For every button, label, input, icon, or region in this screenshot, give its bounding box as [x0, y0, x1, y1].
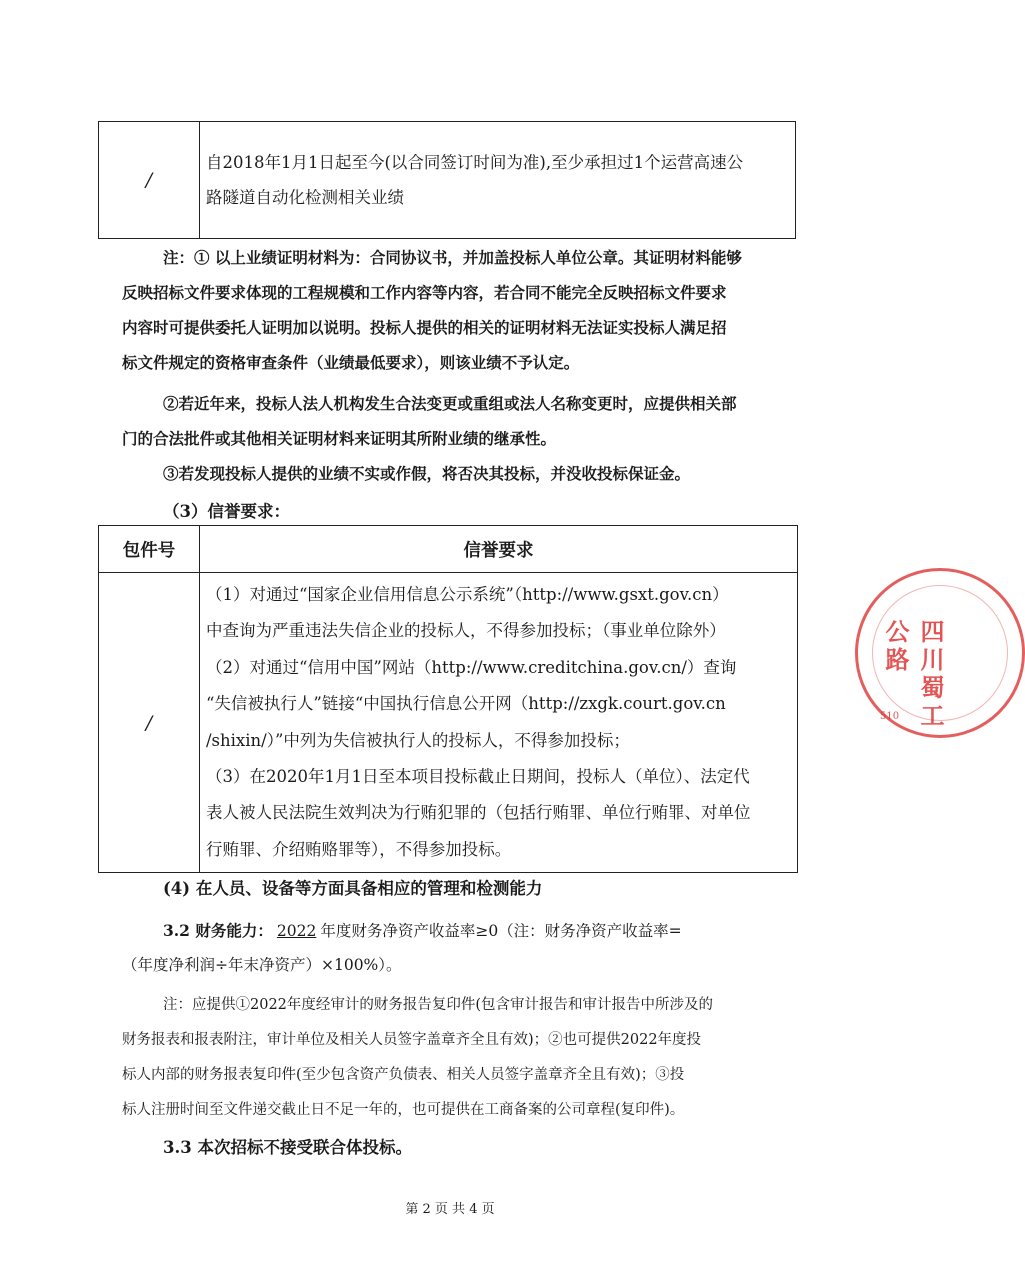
- credit-line: 中查询为严重违法失信企业的投标人，不得参加投标；（事业单位除外）: [206, 621, 726, 641]
- page-footer: 第 2 页 共 4 页: [405, 1202, 495, 1217]
- credit-table: [98, 525, 798, 873]
- package-cell: /: [99, 122, 200, 239]
- section32-label: 3.2 财务能力：: [163, 921, 273, 940]
- note2-line: 财务报表和报表附注，审计单位及相关人员签字盖章齐全且有效)；②也可提供2022年度投: [122, 1032, 702, 1048]
- seal-text: 四川蜀工公路: [881, 619, 945, 731]
- note1-line: ②若近年来，投标人法人机构发生合法变更或重组或法人名称变更时，应提供相关部: [163, 394, 737, 413]
- note2-line: 注：应提供①2022年度经审计的财务报告复印件(包含审计报告和审计报告中所涉及的: [163, 997, 714, 1013]
- credit-line: （3）在2020年1月1日至本项目投标截止日期间，投标人（单位）、法定代: [206, 767, 750, 787]
- note2-line: 标人内部的财务报表复印件(至少包含资产负债表、相关人员签字盖章齐全且有效)；③投: [122, 1067, 685, 1083]
- note1-line: 标文件规定的资格审查条件（业绩最低要求），则该业绩不予认定。: [122, 353, 580, 372]
- table-row: [99, 573, 798, 873]
- credit-line: 行贿罪、介绍贿赂罪等），不得参加投标。: [206, 839, 512, 859]
- note1-line: 注：① 以上业绩证明材料为：合同协议书，并加盖投标人单位公章。其证明材料能够: [163, 248, 742, 267]
- credit-requirement-cell: [200, 573, 798, 873]
- section33: 3.3 本次招标不接受联合体投标。: [163, 1138, 412, 1157]
- credit-line: 表人被人民法院生效判决为行贿犯罪的（包括行贿罪、单位行贿罪、对单位: [206, 803, 751, 823]
- note1-line: 反映招标文件要求体现的工程规模和工作内容等内容，若合同不能完全反映招标文件要求: [122, 283, 727, 302]
- performance-table: [98, 121, 796, 239]
- credit-line: “失信被执行人”链接“中国执行信息公开网（http://zxgk.court.gov.cn: [206, 694, 726, 714]
- section3-title: （3）信誉要求：: [163, 502, 290, 521]
- credit-line: （1）对通过“国家企业信用信息公示系统”（http://www.gsxt.gov.cn）: [206, 585, 729, 604]
- section32-year: 2022: [276, 922, 317, 940]
- section4-title: (4) 在人员、设备等方面具备相应的管理和检测能力: [163, 879, 543, 898]
- package-cell: /: [99, 573, 200, 873]
- section32-rest: 年度财务净资产收益率≥0（注：财务净资产收益率=: [320, 922, 682, 940]
- note2-line: 标人注册时间至文件递交截止日不足一年的，也可提供在工商备案的公司章程(复印件)。: [122, 1102, 685, 1118]
- requirement-line: 自2018年1月1日起至今(以合同签订时间为准),至少承担过1个运营高速公: [206, 153, 744, 172]
- table-header-row: [99, 526, 798, 573]
- table-row: [99, 122, 796, 239]
- seal-code: 510: [880, 711, 900, 722]
- requirement-cell: [200, 122, 796, 239]
- section32-line1: [163, 913, 682, 949]
- note1-line: ③若发现投标人提供的业绩不实或作假，将否决其投标，并没收投标保证金。: [163, 464, 691, 483]
- header-package: 包件号: [99, 526, 200, 573]
- section32-line2: （年度净利润÷年末净资产）×100%）。: [122, 956, 402, 974]
- note1-line: 内容时可提供委托人证明加以说明。投标人提供的相关的证明材料无法证实投标人满足招: [122, 318, 727, 337]
- header-requirement: 信誉要求: [200, 526, 798, 573]
- company-seal-stamp: [855, 568, 1025, 738]
- credit-line: （2）对通过“信用中国”网站（http://www.creditchina.gov.cn/）查询: [206, 657, 737, 677]
- credit-line: /shixin/）”中列为失信被执行人的投标人，不得参加投标；: [206, 730, 630, 750]
- note1-line: 门的合法批件或其他相关证明材料来证明其所附业绩的继承性。: [122, 429, 557, 448]
- requirement-line: 路隧道自动化检测相关业绩: [206, 188, 404, 207]
